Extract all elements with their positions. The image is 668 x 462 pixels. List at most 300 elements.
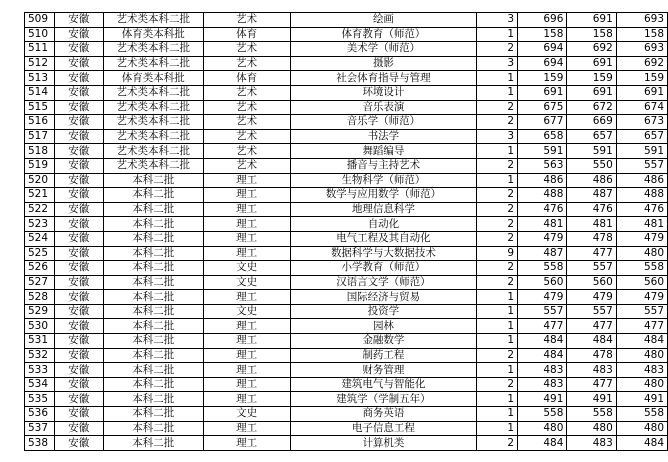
min-score-cell: 560	[567, 275, 616, 290]
min-score-cell: 491	[567, 392, 616, 407]
row-number-cell: 527	[25, 275, 55, 290]
max-score-cell: 159	[518, 71, 567, 86]
row-number-cell: 530	[25, 319, 55, 334]
max-score-cell: 483	[518, 377, 567, 392]
category-cell: 艺术	[203, 158, 290, 173]
category-cell: 理工	[203, 188, 290, 203]
category-cell: 文史	[203, 407, 290, 422]
major-cell: 建筑学（学制五年）	[290, 392, 477, 407]
major-cell: 摄影	[290, 56, 477, 71]
max-score-cell: 694	[518, 56, 567, 71]
major-cell: 建筑电气与智能化	[290, 377, 477, 392]
batch-cell: 艺术类本科二批	[103, 56, 203, 71]
max-score-cell: 691	[518, 85, 567, 100]
major-cell: 商务英语	[290, 407, 477, 422]
batch-cell: 本科二批	[103, 217, 203, 232]
province-cell: 安徽	[54, 188, 103, 203]
min-score-cell: 158	[567, 27, 616, 42]
max-score-cell: 480	[518, 421, 567, 436]
enrollment-count-cell: 2	[477, 202, 518, 217]
table-row	[25, 348, 668, 363]
row-number-cell: 522	[25, 202, 55, 217]
province-cell: 安徽	[54, 158, 103, 173]
avg-score-cell: 158	[616, 27, 667, 42]
enrollment-count-cell: 1	[477, 363, 518, 378]
province-cell: 安徽	[54, 407, 103, 422]
major-cell: 制药工程	[290, 348, 477, 363]
province-cell: 安徽	[54, 85, 103, 100]
major-cell: 电子信息工程	[290, 421, 477, 436]
major-cell: 计算机类	[290, 436, 477, 451]
min-score-cell: 486	[567, 173, 616, 188]
table-row	[25, 319, 668, 334]
table-row	[25, 158, 668, 173]
avg-score-cell: 481	[616, 217, 667, 232]
batch-cell: 本科二批	[103, 392, 203, 407]
province-cell: 安徽	[54, 436, 103, 451]
row-number-cell: 514	[25, 85, 55, 100]
enrollment-count-cell: 1	[477, 407, 518, 422]
category-cell: 艺术	[203, 100, 290, 115]
avg-score-cell: 692	[616, 56, 667, 71]
enrollment-count-cell: 1	[477, 85, 518, 100]
table-row	[25, 261, 668, 276]
batch-cell: 本科二批	[103, 202, 203, 217]
max-score-cell: 479	[518, 231, 567, 246]
major-cell: 投资学	[290, 304, 477, 319]
max-score-cell: 591	[518, 144, 567, 159]
table-row	[25, 13, 668, 28]
avg-score-cell: 560	[616, 275, 667, 290]
batch-cell: 本科二批	[103, 231, 203, 246]
min-score-cell: 672	[567, 100, 616, 115]
avg-score-cell: 558	[616, 261, 667, 276]
batch-cell: 本科二批	[103, 319, 203, 334]
table-row	[25, 334, 668, 349]
category-cell: 艺术	[203, 56, 290, 71]
province-cell: 安徽	[54, 348, 103, 363]
batch-cell: 艺术类本科二批	[103, 115, 203, 130]
max-score-cell: 491	[518, 392, 567, 407]
row-number-cell: 521	[25, 188, 55, 203]
row-number-cell: 532	[25, 348, 55, 363]
enrollment-count-cell: 2	[477, 348, 518, 363]
min-score-cell: 591	[567, 144, 616, 159]
row-number-cell: 519	[25, 158, 55, 173]
enrollment-count-cell: 2	[477, 115, 518, 130]
avg-score-cell: 484	[616, 334, 667, 349]
min-score-cell: 669	[567, 115, 616, 130]
avg-score-cell: 159	[616, 71, 667, 86]
category-cell: 理工	[203, 290, 290, 305]
max-score-cell: 487	[518, 246, 567, 261]
category-cell: 艺术	[203, 13, 290, 28]
min-score-cell: 483	[567, 436, 616, 451]
batch-cell: 本科二批	[103, 275, 203, 290]
major-cell: 绘画	[290, 13, 477, 28]
category-cell: 理工	[203, 173, 290, 188]
major-cell: 园林	[290, 319, 477, 334]
table-row	[25, 304, 668, 319]
batch-cell: 艺术类本科二批	[103, 13, 203, 28]
avg-score-cell: 480	[616, 246, 667, 261]
category-cell: 理工	[203, 202, 290, 217]
batch-cell: 本科二批	[103, 348, 203, 363]
category-cell: 理工	[203, 421, 290, 436]
category-cell: 艺术	[203, 129, 290, 144]
row-number-cell: 528	[25, 290, 55, 305]
avg-score-cell: 693	[616, 13, 667, 28]
province-cell: 安徽	[54, 261, 103, 276]
category-cell: 艺术	[203, 42, 290, 57]
min-score-cell: 691	[567, 56, 616, 71]
category-cell: 理工	[203, 231, 290, 246]
batch-cell: 本科二批	[103, 436, 203, 451]
max-score-cell: 558	[518, 261, 567, 276]
row-number-cell: 518	[25, 144, 55, 159]
min-score-cell: 476	[567, 202, 616, 217]
table-row	[25, 377, 668, 392]
major-cell: 数学与应用数学（师范）	[290, 188, 477, 203]
avg-score-cell: 691	[616, 85, 667, 100]
enrollment-count-cell: 1	[477, 144, 518, 159]
enrollment-count-cell: 2	[477, 261, 518, 276]
table-row	[25, 188, 668, 203]
province-cell: 安徽	[54, 363, 103, 378]
row-number-cell: 531	[25, 334, 55, 349]
min-score-cell: 477	[567, 246, 616, 261]
batch-cell: 艺术类本科二批	[103, 42, 203, 57]
category-cell: 文史	[203, 261, 290, 276]
enrollment-count-cell: 9	[477, 246, 518, 261]
province-cell: 安徽	[54, 129, 103, 144]
avg-score-cell: 480	[616, 377, 667, 392]
row-number-cell: 536	[25, 407, 55, 422]
row-number-cell: 538	[25, 436, 55, 451]
category-cell: 文史	[203, 275, 290, 290]
enrollment-count-cell: 2	[477, 436, 518, 451]
max-score-cell: 488	[518, 188, 567, 203]
batch-cell: 本科二批	[103, 377, 203, 392]
row-number-cell: 537	[25, 421, 55, 436]
max-score-cell: 484	[518, 348, 567, 363]
major-cell: 社会体育指导与管理	[290, 71, 477, 86]
batch-cell: 本科二批	[103, 363, 203, 378]
major-cell: 环境设计	[290, 85, 477, 100]
batch-cell: 本科二批	[103, 173, 203, 188]
row-number-cell: 510	[25, 27, 55, 42]
batch-cell: 本科二批	[103, 246, 203, 261]
province-cell: 安徽	[54, 217, 103, 232]
max-score-cell: 563	[518, 158, 567, 173]
table-row	[25, 290, 668, 305]
row-number-cell: 534	[25, 377, 55, 392]
row-number-cell: 525	[25, 246, 55, 261]
province-cell: 安徽	[54, 319, 103, 334]
enrollment-count-cell: 2	[477, 377, 518, 392]
province-cell: 安徽	[54, 246, 103, 261]
province-cell: 安徽	[54, 275, 103, 290]
min-score-cell: 550	[567, 158, 616, 173]
major-cell: 美术学（师范）	[290, 42, 477, 57]
table-row	[25, 27, 668, 42]
province-cell: 安徽	[54, 231, 103, 246]
max-score-cell: 558	[518, 407, 567, 422]
major-cell: 地理信息科学	[290, 202, 477, 217]
row-number-cell: 523	[25, 217, 55, 232]
max-score-cell: 677	[518, 115, 567, 130]
min-score-cell: 478	[567, 348, 616, 363]
min-score-cell: 557	[567, 261, 616, 276]
batch-cell: 体育类本科批	[103, 27, 203, 42]
max-score-cell: 483	[518, 363, 567, 378]
major-cell: 舞蹈编导	[290, 144, 477, 159]
min-score-cell: 657	[567, 129, 616, 144]
row-number-cell: 533	[25, 363, 55, 378]
avg-score-cell: 477	[616, 319, 667, 334]
province-cell: 安徽	[54, 304, 103, 319]
enrollment-count-cell: 1	[477, 290, 518, 305]
category-cell: 理工	[203, 319, 290, 334]
avg-score-cell: 693	[616, 42, 667, 57]
avg-score-cell: 558	[616, 407, 667, 422]
category-cell: 理工	[203, 363, 290, 378]
enrollment-count-cell: 2	[477, 100, 518, 115]
avg-score-cell: 480	[616, 348, 667, 363]
category-cell: 文史	[203, 304, 290, 319]
major-cell: 生物科学（师范）	[290, 173, 477, 188]
enrollment-count-cell: 1	[477, 27, 518, 42]
province-cell: 安徽	[54, 42, 103, 57]
min-score-cell: 481	[567, 217, 616, 232]
category-cell: 艺术	[203, 115, 290, 130]
province-cell: 安徽	[54, 421, 103, 436]
table-row	[25, 436, 668, 451]
max-score-cell: 557	[518, 304, 567, 319]
min-score-cell: 477	[567, 377, 616, 392]
row-number-cell: 509	[25, 13, 55, 28]
row-number-cell: 517	[25, 129, 55, 144]
max-score-cell: 696	[518, 13, 567, 28]
batch-cell: 本科二批	[103, 290, 203, 305]
avg-score-cell: 479	[616, 290, 667, 305]
max-score-cell: 484	[518, 436, 567, 451]
major-cell: 音乐表演	[290, 100, 477, 115]
table-row	[25, 71, 668, 86]
min-score-cell: 484	[567, 334, 616, 349]
enrollment-count-cell: 3	[477, 56, 518, 71]
row-number-cell: 511	[25, 42, 55, 57]
min-score-cell: 477	[567, 319, 616, 334]
category-cell: 理工	[203, 392, 290, 407]
batch-cell: 艺术类本科二批	[103, 85, 203, 100]
max-score-cell: 694	[518, 42, 567, 57]
batch-cell: 体育类本科批	[103, 71, 203, 86]
table-row	[25, 115, 668, 130]
province-cell: 安徽	[54, 290, 103, 305]
province-cell: 安徽	[54, 173, 103, 188]
table-row	[25, 42, 668, 57]
enrollment-count-cell: 1	[477, 421, 518, 436]
batch-cell: 本科二批	[103, 421, 203, 436]
batch-cell: 本科二批	[103, 188, 203, 203]
batch-cell: 艺术类本科二批	[103, 144, 203, 159]
admission-score-table	[24, 12, 668, 451]
min-score-cell: 478	[567, 231, 616, 246]
max-score-cell: 560	[518, 275, 567, 290]
max-score-cell: 476	[518, 202, 567, 217]
major-cell: 书法学	[290, 129, 477, 144]
category-cell: 艺术	[203, 144, 290, 159]
max-score-cell: 481	[518, 217, 567, 232]
row-number-cell: 535	[25, 392, 55, 407]
batch-cell: 本科二批	[103, 334, 203, 349]
table-row	[25, 363, 668, 378]
min-score-cell: 691	[567, 13, 616, 28]
avg-score-cell: 557	[616, 304, 667, 319]
category-cell: 理工	[203, 217, 290, 232]
avg-score-cell: 488	[616, 188, 667, 203]
enrollment-count-cell: 1	[477, 334, 518, 349]
min-score-cell: 479	[567, 290, 616, 305]
min-score-cell: 159	[567, 71, 616, 86]
category-cell: 艺术	[203, 85, 290, 100]
province-cell: 安徽	[54, 71, 103, 86]
major-cell: 财务管理	[290, 363, 477, 378]
max-score-cell: 477	[518, 319, 567, 334]
enrollment-count-cell: 1	[477, 319, 518, 334]
min-score-cell: 480	[567, 421, 616, 436]
province-cell: 安徽	[54, 56, 103, 71]
batch-cell: 艺术类本科二批	[103, 100, 203, 115]
avg-score-cell: 674	[616, 100, 667, 115]
avg-score-cell: 591	[616, 144, 667, 159]
province-cell: 安徽	[54, 334, 103, 349]
row-number-cell: 529	[25, 304, 55, 319]
row-number-cell: 512	[25, 56, 55, 71]
avg-score-cell: 483	[616, 363, 667, 378]
max-score-cell: 158	[518, 27, 567, 42]
row-number-cell: 516	[25, 115, 55, 130]
major-cell: 数据科学与大数据技术	[290, 246, 477, 261]
batch-cell: 艺术类本科二批	[103, 129, 203, 144]
enrollment-count-cell: 1	[477, 71, 518, 86]
category-cell: 体育	[203, 71, 290, 86]
max-score-cell: 658	[518, 129, 567, 144]
enrollment-count-cell: 3	[477, 129, 518, 144]
table-row	[25, 202, 668, 217]
province-cell: 安徽	[54, 115, 103, 130]
major-cell: 汉语言文学（师范）	[290, 275, 477, 290]
enrollment-count-cell: 2	[477, 231, 518, 246]
major-cell: 国际经济与贸易	[290, 290, 477, 305]
major-cell: 小学教育（师范）	[290, 261, 477, 276]
table-row	[25, 231, 668, 246]
category-cell: 理工	[203, 334, 290, 349]
avg-score-cell: 484	[616, 436, 667, 451]
category-cell: 体育	[203, 27, 290, 42]
avg-score-cell: 479	[616, 231, 667, 246]
enrollment-count-cell: 2	[477, 217, 518, 232]
max-score-cell: 479	[518, 290, 567, 305]
batch-cell: 艺术类本科二批	[103, 158, 203, 173]
enrollment-count-cell: 2	[477, 42, 518, 57]
avg-score-cell: 557	[616, 158, 667, 173]
avg-score-cell: 491	[616, 392, 667, 407]
major-cell: 自动化	[290, 217, 477, 232]
major-cell: 电气工程及其自动化	[290, 231, 477, 246]
enrollment-count-cell: 1	[477, 304, 518, 319]
table-row	[25, 275, 668, 290]
table-row	[25, 85, 668, 100]
row-number-cell: 520	[25, 173, 55, 188]
min-score-cell: 692	[567, 42, 616, 57]
province-cell: 安徽	[54, 392, 103, 407]
province-cell: 安徽	[54, 144, 103, 159]
row-number-cell: 515	[25, 100, 55, 115]
table-row	[25, 173, 668, 188]
enrollment-count-cell: 2	[477, 275, 518, 290]
min-score-cell: 483	[567, 363, 616, 378]
table-row	[25, 144, 668, 159]
max-score-cell: 675	[518, 100, 567, 115]
province-cell: 安徽	[54, 100, 103, 115]
min-score-cell: 691	[567, 85, 616, 100]
avg-score-cell: 480	[616, 421, 667, 436]
province-cell: 安徽	[54, 27, 103, 42]
table-row	[25, 100, 668, 115]
table-row	[25, 392, 668, 407]
province-cell: 安徽	[54, 202, 103, 217]
min-score-cell: 558	[567, 407, 616, 422]
table-row	[25, 421, 668, 436]
province-cell: 安徽	[54, 377, 103, 392]
table-row	[25, 246, 668, 261]
table-body	[25, 13, 668, 451]
avg-score-cell: 657	[616, 129, 667, 144]
min-score-cell: 487	[567, 188, 616, 203]
enrollment-count-cell: 2	[477, 158, 518, 173]
category-cell: 理工	[203, 348, 290, 363]
row-number-cell: 513	[25, 71, 55, 86]
category-cell: 理工	[203, 377, 290, 392]
category-cell: 理工	[203, 436, 290, 451]
table-row	[25, 56, 668, 71]
table-row	[25, 129, 668, 144]
avg-score-cell: 476	[616, 202, 667, 217]
category-cell: 理工	[203, 246, 290, 261]
province-cell: 安徽	[54, 13, 103, 28]
avg-score-cell: 486	[616, 173, 667, 188]
batch-cell: 本科二批	[103, 407, 203, 422]
major-cell: 体育教育（师范）	[290, 27, 477, 42]
major-cell: 音乐学（师范）	[290, 115, 477, 130]
batch-cell: 本科二批	[103, 261, 203, 276]
max-score-cell: 486	[518, 173, 567, 188]
min-score-cell: 557	[567, 304, 616, 319]
row-number-cell: 526	[25, 261, 55, 276]
enrollment-count-cell: 1	[477, 392, 518, 407]
row-number-cell: 524	[25, 231, 55, 246]
avg-score-cell: 673	[616, 115, 667, 130]
table-row	[25, 407, 668, 422]
batch-cell: 本科二批	[103, 304, 203, 319]
major-cell: 金融数学	[290, 334, 477, 349]
enrollment-count-cell: 1	[477, 173, 518, 188]
table-row	[25, 217, 668, 232]
enrollment-count-cell: 2	[477, 188, 518, 203]
enrollment-count-cell: 3	[477, 13, 518, 28]
